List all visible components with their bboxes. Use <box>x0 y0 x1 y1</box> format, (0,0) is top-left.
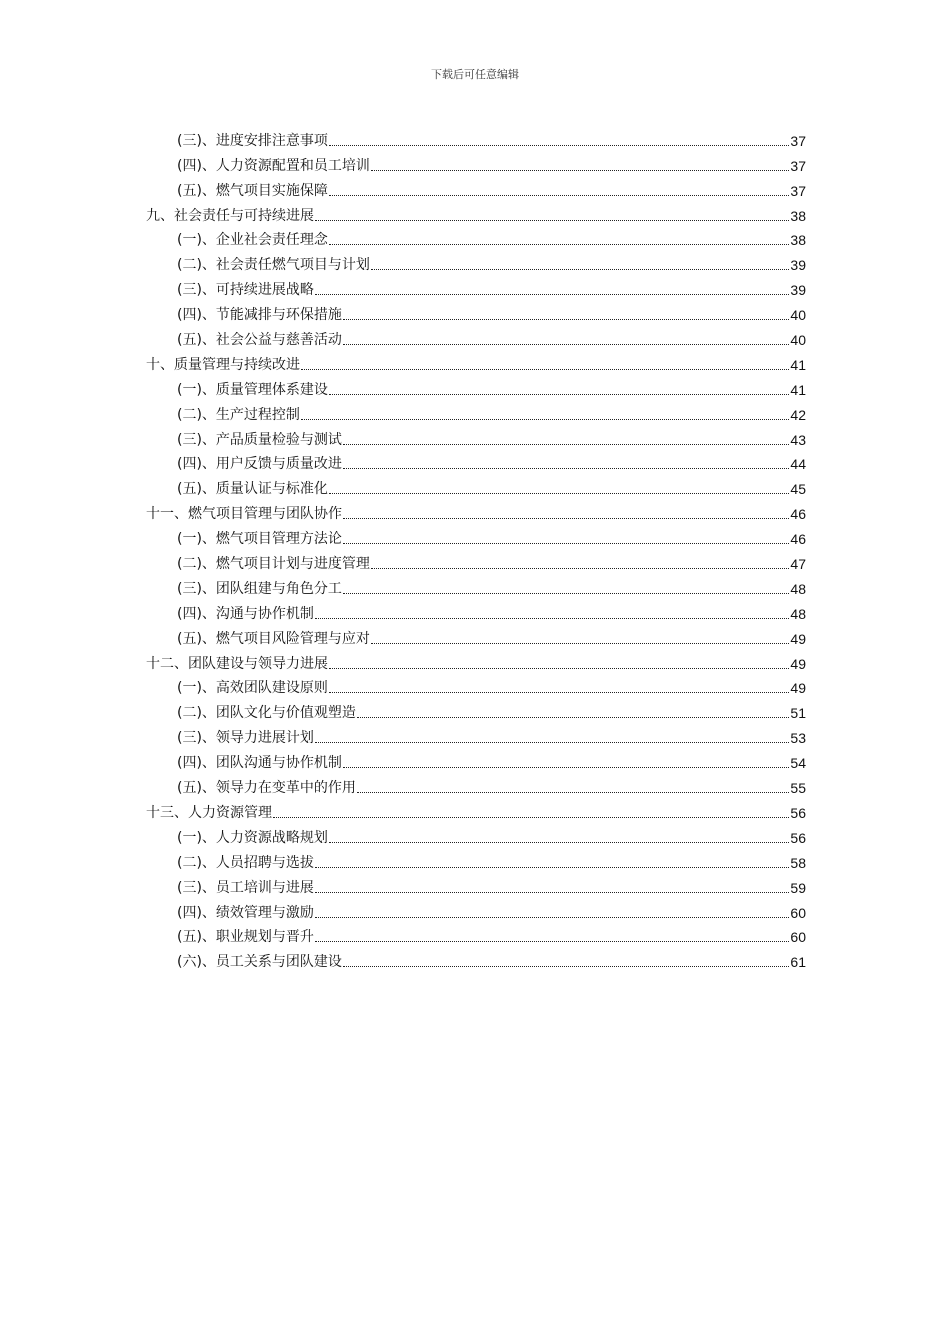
toc-entry-page-number: 37 <box>790 157 806 174</box>
toc-section-entry[interactable] <box>146 872 806 897</box>
toc-entry-page-number: 45 <box>790 481 806 498</box>
toc-chapter-entry[interactable] <box>146 349 806 374</box>
toc-dot-leader <box>329 842 789 843</box>
toc-entry-page-number: 55 <box>790 780 806 797</box>
toc-dot-leader <box>315 892 789 893</box>
toc-dot-leader <box>315 742 789 743</box>
toc-entry-title: 十一、燃气项目管理与团队协作 <box>146 506 342 523</box>
toc-entry-title: (四)、沟通与协作机制 <box>177 605 314 622</box>
toc-section-entry[interactable] <box>146 722 806 747</box>
toc-entry-page-number: 37 <box>790 182 806 199</box>
toc-entry-title: (二)、人员招聘与选拔 <box>177 854 314 871</box>
toc-entry-page-number: 56 <box>790 804 806 821</box>
toc-entry-title: (一)、企业社会责任理念 <box>177 232 328 249</box>
toc-entry-title: (一)、燃气项目管理方法论 <box>177 531 342 548</box>
toc-entry-page-number: 60 <box>790 929 806 946</box>
toc-dot-leader <box>371 269 789 270</box>
toc-entry-page-number: 44 <box>790 456 806 473</box>
toc-dot-leader <box>329 493 789 494</box>
toc-section-entry[interactable] <box>146 473 806 498</box>
toc-dot-leader <box>315 618 789 619</box>
toc-section-entry[interactable] <box>146 399 806 424</box>
toc-entry-title: (一)、人力资源战略规划 <box>177 829 328 846</box>
toc-section-entry[interactable] <box>146 225 806 250</box>
toc-entry-title: 十三、人力资源管理 <box>146 804 272 821</box>
toc-entry-title: (五)、燃气项目实施保障 <box>177 182 328 199</box>
toc-entry-title: (二)、生产过程控制 <box>177 406 300 423</box>
toc-entry-title: (二)、团队文化与价值观塑造 <box>177 705 356 722</box>
toc-entry-page-number: 39 <box>790 257 806 274</box>
toc-entry-title: (六)、员工关系与团队建设 <box>177 954 342 971</box>
toc-dot-leader <box>329 394 789 395</box>
toc-section-entry[interactable] <box>146 125 806 150</box>
toc-entry-title: (三)、团队组建与角色分工 <box>177 580 342 597</box>
toc-dot-leader <box>357 717 789 718</box>
toc-entry-page-number: 39 <box>790 282 806 299</box>
toc-dot-leader <box>315 294 789 295</box>
toc-section-entry[interactable] <box>146 772 806 797</box>
toc-dot-leader <box>329 145 789 146</box>
toc-dot-leader <box>329 692 789 693</box>
toc-section-entry[interactable] <box>146 299 806 324</box>
toc-dot-leader <box>329 195 789 196</box>
toc-dot-leader <box>315 941 789 942</box>
toc-section-entry[interactable] <box>146 249 806 274</box>
toc-entry-page-number: 59 <box>790 879 806 896</box>
toc-entry-page-number: 38 <box>790 207 806 224</box>
toc-dot-leader <box>371 568 789 569</box>
toc-dot-leader <box>343 468 789 469</box>
toc-entry-page-number: 56 <box>790 829 806 846</box>
toc-section-entry[interactable] <box>146 822 806 847</box>
toc-section-entry[interactable] <box>146 897 806 922</box>
toc-entry-page-number: 51 <box>790 705 806 722</box>
toc-entry-page-number: 47 <box>790 556 806 573</box>
toc-entry-page-number: 53 <box>790 730 806 747</box>
toc-entry-page-number: 49 <box>790 680 806 697</box>
toc-entry-title: (三)、产品质量检验与测试 <box>177 431 342 448</box>
toc-chapter-entry[interactable] <box>146 648 806 673</box>
toc-entry-page-number: 58 <box>790 854 806 871</box>
table-of-contents <box>146 125 806 971</box>
toc-dot-leader <box>315 867 789 868</box>
toc-section-entry[interactable] <box>146 946 806 971</box>
toc-chapter-entry[interactable] <box>146 200 806 225</box>
toc-dot-leader <box>315 220 789 221</box>
toc-section-entry[interactable] <box>146 922 806 947</box>
toc-dot-leader <box>343 767 789 768</box>
toc-entry-page-number: 60 <box>790 904 806 921</box>
toc-entry-title: (一)、高效团队建设原则 <box>177 680 328 697</box>
toc-entry-page-number: 54 <box>790 755 806 772</box>
toc-entry-page-number: 48 <box>790 605 806 622</box>
toc-entry-title: 十二、团队建设与领导力进展 <box>146 655 328 672</box>
toc-entry-page-number: 41 <box>790 356 806 373</box>
toc-entry-page-number: 42 <box>790 406 806 423</box>
toc-dot-leader <box>343 966 789 967</box>
toc-section-entry[interactable] <box>146 573 806 598</box>
toc-section-entry[interactable] <box>146 150 806 175</box>
toc-section-entry[interactable] <box>146 449 806 474</box>
toc-entry-page-number: 40 <box>790 332 806 349</box>
toc-section-entry[interactable] <box>146 324 806 349</box>
toc-dot-leader <box>301 369 789 370</box>
toc-section-entry[interactable] <box>146 598 806 623</box>
toc-section-entry[interactable] <box>146 697 806 722</box>
toc-entry-title: (二)、燃气项目计划与进度管理 <box>177 556 370 573</box>
toc-section-entry[interactable] <box>146 175 806 200</box>
toc-entry-title: (三)、员工培训与进展 <box>177 879 314 896</box>
toc-section-entry[interactable] <box>146 523 806 548</box>
toc-section-entry[interactable] <box>146 747 806 772</box>
toc-entry-title: (三)、进度安排注意事项 <box>177 132 328 149</box>
toc-entry-page-number: 38 <box>790 232 806 249</box>
toc-dot-leader <box>301 419 789 420</box>
toc-dot-leader <box>329 668 789 669</box>
toc-entry-page-number: 49 <box>790 655 806 672</box>
toc-dot-leader <box>343 319 789 320</box>
toc-dot-leader <box>371 170 789 171</box>
toc-section-entry[interactable] <box>146 673 806 698</box>
toc-entry-page-number: 41 <box>790 381 806 398</box>
toc-section-entry[interactable] <box>146 424 806 449</box>
toc-chapter-entry[interactable] <box>146 797 806 822</box>
toc-entry-page-number: 61 <box>790 954 806 971</box>
toc-entry-page-number: 40 <box>790 307 806 324</box>
toc-entry-page-number: 43 <box>790 431 806 448</box>
toc-section-entry[interactable] <box>146 374 806 399</box>
toc-entry-page-number: 46 <box>790 531 806 548</box>
toc-entry-title: (五)、职业规划与晋升 <box>177 929 314 946</box>
toc-entry-title: 九、社会责任与可持续进展 <box>146 207 314 224</box>
toc-entry-title: (三)、领导力进展计划 <box>177 730 314 747</box>
toc-entry-title: (四)、用户反馈与质量改进 <box>177 456 342 473</box>
toc-entry-title: (五)、燃气项目风险管理与应对 <box>177 630 370 647</box>
toc-dot-leader <box>357 792 789 793</box>
toc-dot-leader <box>273 817 789 818</box>
toc-section-entry[interactable] <box>146 274 806 299</box>
toc-entry-title: 十、质量管理与持续改进 <box>146 356 300 373</box>
toc-entry-title: (四)、节能减排与环保措施 <box>177 307 342 324</box>
toc-entry-page-number: 37 <box>790 132 806 149</box>
toc-dot-leader <box>343 444 789 445</box>
toc-section-entry[interactable] <box>146 847 806 872</box>
toc-entry-title: (五)、社会公益与慈善活动 <box>177 332 342 349</box>
toc-entry-page-number: 48 <box>790 580 806 597</box>
toc-entry-title: (五)、领导力在变革中的作用 <box>177 780 356 797</box>
toc-dot-leader <box>343 344 789 345</box>
toc-entry-title: (二)、社会责任燃气项目与计划 <box>177 257 370 274</box>
toc-dot-leader <box>371 643 789 644</box>
toc-entry-title: (一)、质量管理体系建设 <box>177 381 328 398</box>
toc-dot-leader <box>343 593 789 594</box>
toc-entry-title: (四)、团队沟通与协作机制 <box>177 755 342 772</box>
toc-section-entry[interactable] <box>146 548 806 573</box>
toc-entry-title: (四)、绩效管理与激励 <box>177 904 314 921</box>
toc-dot-leader <box>343 543 789 544</box>
toc-entry-page-number: 46 <box>790 506 806 523</box>
toc-dot-leader <box>329 244 789 245</box>
toc-entry-title: (四)、人力资源配置和员工培训 <box>177 157 370 174</box>
toc-dot-leader <box>315 917 789 918</box>
toc-entry-page-number: 49 <box>790 630 806 647</box>
toc-entry-title: (三)、可持续进展战略 <box>177 282 314 299</box>
toc-entry-title: (五)、质量认证与标准化 <box>177 481 328 498</box>
toc-dot-leader <box>343 518 789 519</box>
toc-section-entry[interactable] <box>146 623 806 648</box>
page-header: 下载后可任意编辑 <box>431 68 519 81</box>
toc-chapter-entry[interactable] <box>146 498 806 523</box>
